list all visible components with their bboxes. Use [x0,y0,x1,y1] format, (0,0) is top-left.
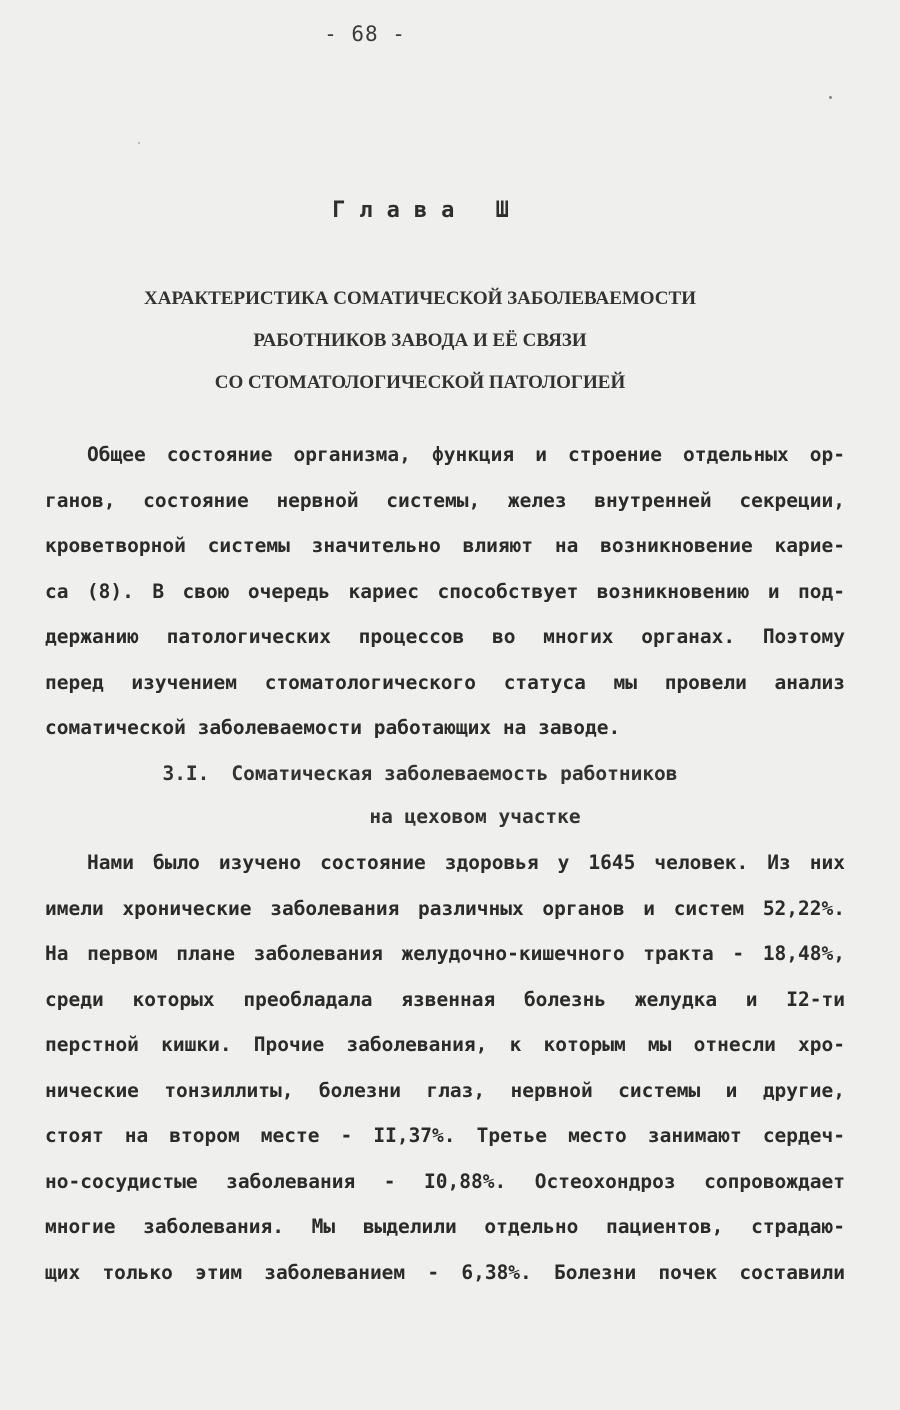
paragraph-line: имели хронические заболевания различных органов и систем 52,22%. [45,896,845,920]
chapter-title-line: СО СТОМАТОЛОГИЧЕСКОЙ ПАТОЛОГИЕЙ [214,372,626,393]
scan-speck [138,142,140,144]
chapter-title [0,278,840,404]
section-paragraph [45,840,845,1295]
section-heading-line [0,795,840,838]
section-heading-line [0,752,840,795]
paragraph-line: кроветворной системы значительно влияют на возникновение карие- [45,534,845,557]
paragraph-line: Общее состояние организма, функция и строение отдельных ор- [87,443,845,466]
intro-paragraph [45,432,845,751]
paragraph-line: перед изучением стоматологического статуса мы провели анализ [45,670,845,694]
paragraph-line: Нами было изучено состояние здоровья у 1645 человек. Из них [87,851,845,874]
paragraph-line: но-сосудистые заболевания - I0,88%. Остеохондроз сопровождает [45,1169,845,1193]
paragraph-line: ганов, состояние нервной системы, желез внутренней секреции, [45,488,845,512]
paragraph-line: перстной кишки. Прочие заболевания, к которым мы отнесли хро- [45,1033,845,1056]
section-number: 3.I. [162,762,210,785]
paragraph-line: На первом плане заболевания желудочно-кишечного тракта - 18,48%, [45,942,845,965]
paragraph-line: щих только этим заболеванием - 6,38%. Болезни почек составили [45,1260,845,1284]
paragraph-line: среди которых преобладала язвенная болезнь желудка и I2-ти [45,987,845,1011]
chapter-title-line: ХАРАКТЕРИСТИКА СОМАТИЧЕСКОЙ ЗАБОЛЕВАЕМОСТИ [144,288,696,309]
paragraph-line: са (8). В свою очередь кариес способствует возникновению и под- [45,579,845,603]
paragraph-line: соматической заболеваемости работающих на заводе. [45,716,621,739]
paragraph-line: стоят на втором месте - II,37%. Третье место занимают сердеч- [45,1124,845,1147]
page-number: - 68 - [324,22,406,46]
paragraph-line: нические тонзиллиты, болезни глаз, нервной системы и другие, [45,1078,845,1102]
chapter-title-line: РАБОТНИКОВ ЗАВОДА И ЕЁ СВЯЗИ [253,330,587,351]
scan-speck [829,96,832,99]
section-title: Соматическая заболеваемость работников [231,762,678,785]
paragraph-line: многие заболевания. Мы выделили отдельно пациентов, страдаю- [45,1215,845,1238]
paragraph-line: держанию патологических процессов во многих органах. Поэтому [45,625,845,648]
chapter-heading: Глава Ш [332,198,523,223]
section-heading [0,752,840,838]
section-title-continued: на цеховом участке [369,805,581,828]
